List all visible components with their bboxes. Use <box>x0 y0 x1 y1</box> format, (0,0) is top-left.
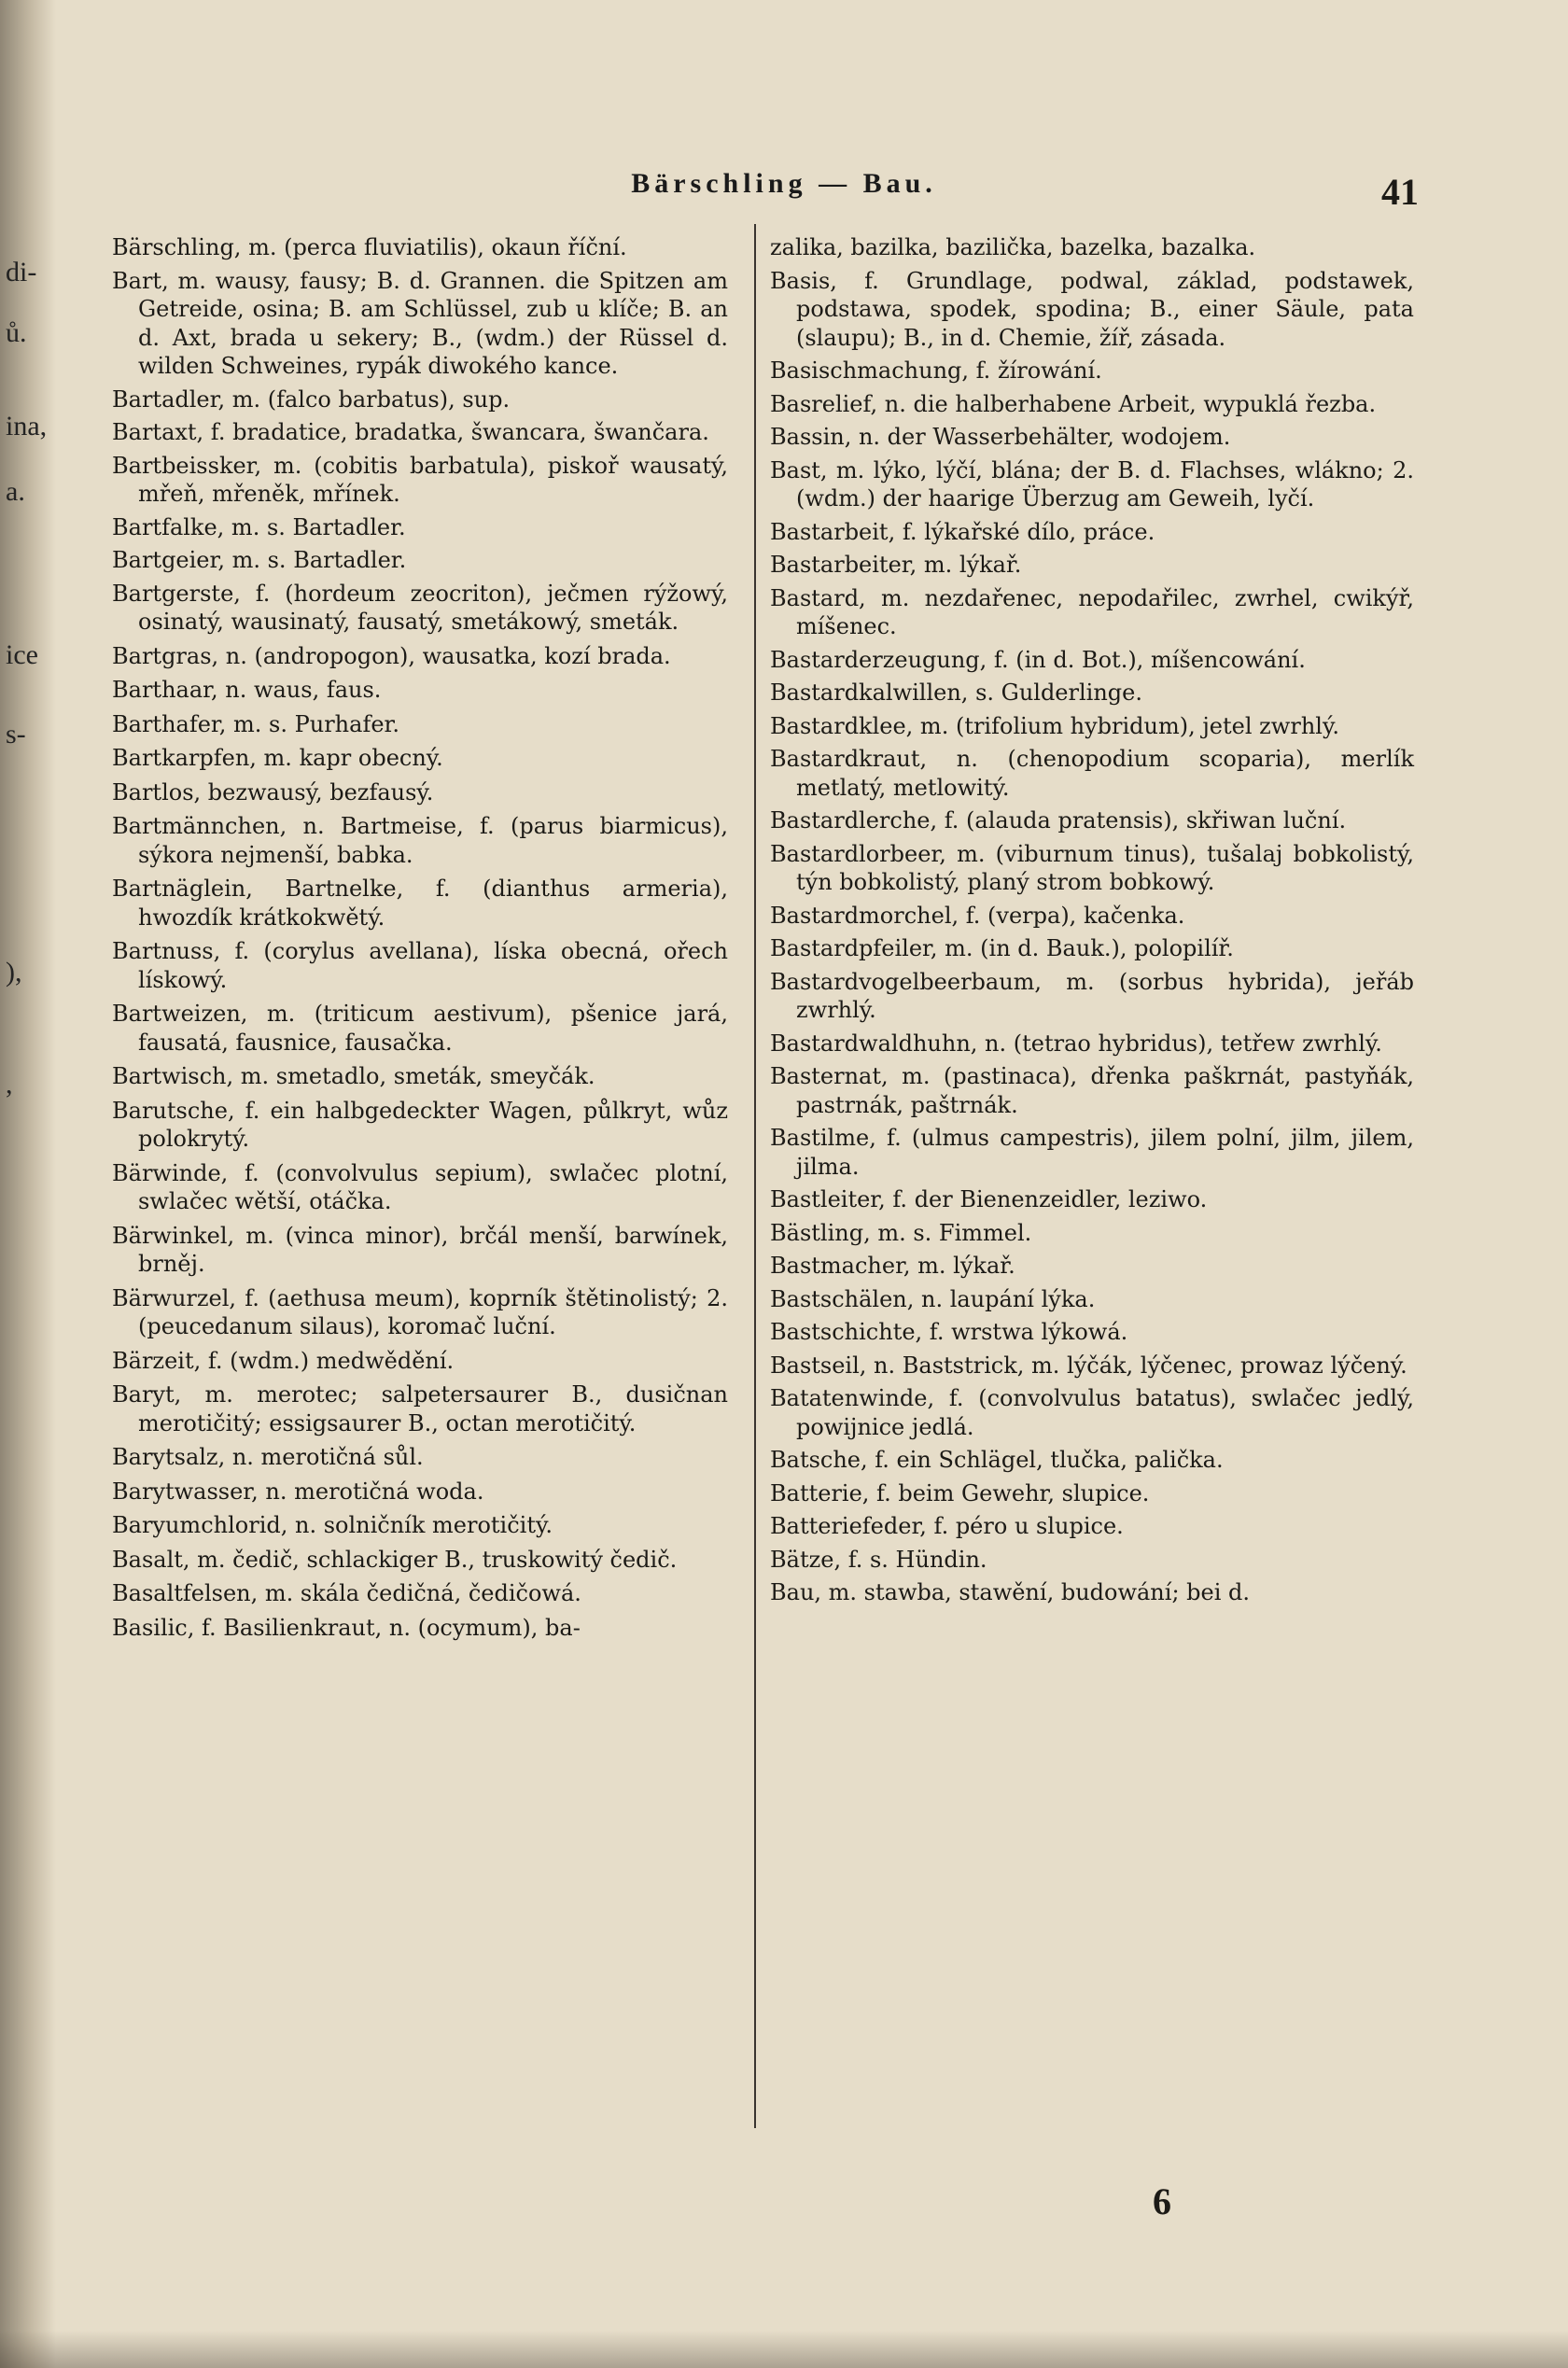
dictionary-entry: Bartgerste, f. (hordeum zeocriton), ječmen rýžowý, osinatý, wausinatý, fausatý, smetákowý, smeták. <box>112 580 728 635</box>
margin-fragment: , <box>6 1069 13 1100</box>
dictionary-entry: Bastschichte, f. wrstwa lýkowá. <box>770 1319 1128 1345</box>
dictionary-entry: Basaltfelsen, m. skála čedičná, čedičowá. <box>112 1580 581 1606</box>
dictionary-entry: Bast, m. lýko, lýčí, blána; der B. d. Flachses, wlákno; 2. (wdm.) der haarige Überzug am Geweih, lyčí. <box>770 456 1414 511</box>
dictionary-entry: Barthaar, n. waus, faus. <box>112 677 382 703</box>
page-gutter-shadow <box>0 0 56 2368</box>
dictionary-entry: Bastilme, f. (ulmus campestris), jilem polní, jilm, jilem, jilma. <box>770 1125 1414 1180</box>
dictionary-entry: Baryumchlorid, n. solničník merotičitý. <box>112 1512 553 1538</box>
dictionary-entry: Barutsche, f. ein halbgedeckter Wagen, půlkryt, wůz polokrytý. <box>112 1097 728 1152</box>
dictionary-entry: Bastardmorchel, f. (verpa), kačenka. <box>770 902 1185 929</box>
dictionary-entry: Bastarbeiter, m. lýkař. <box>770 552 1022 578</box>
margin-fragment: ů. <box>6 317 27 348</box>
dictionary-entry: Bartwisch, m. smetadlo, smeták, smeyčák. <box>112 1063 595 1089</box>
running-header: Bärschling — Bau. <box>631 168 937 199</box>
dictionary-entry: Basischmachung, f. žírowání. <box>770 357 1102 384</box>
margin-fragment: a. <box>6 476 25 507</box>
dictionary-entry: Bästling, m. s. Fimmel. <box>770 1219 1032 1246</box>
dictionary-entry: Bartbeissker, m. (cobitis barbatula), piskoř wausatý, mřeň, mřeněk, mřínek. <box>112 452 728 507</box>
column-rule <box>754 224 756 2128</box>
dictionary-entry: Bastarderzeugung, f. (in d. Bot.), míšencowání. <box>770 646 1306 673</box>
dictionary-entry: Bastmacher, m. lýkař. <box>770 1253 1015 1279</box>
dictionary-entry: Bastardlorbeer, m. (viburnum tinus), tušalaj bobkolistý, týn bobkolistý, planý strom bobkowý. <box>770 840 1414 895</box>
dictionary-entry: Bastardpfeiler, m. (in d. Bauk.), polopilíř. <box>770 935 1234 961</box>
dictionary-entry: Bärzeit, f. (wdm.) medwědění. <box>112 1347 455 1374</box>
margin-fragment: di- <box>6 257 37 287</box>
dictionary-entry: Barytsalz, n. merotičná sůl. <box>112 1444 424 1470</box>
dictionary-entry: Bart, m. wausy, fausy; B. d. Grannen. die Spitzen am Getreide, osina; B. am Schlüssel, zub u klíče; B. an d. Axt, brada u sekery; B., (wdm.) der Rüssel d. wilden Schweines, rypák diwokého kance. <box>112 267 728 379</box>
dictionary-entry: Bartgras, n. (andropogon), wausatka, kozí brada. <box>112 642 671 669</box>
dictionary-entry: Bastardkraut, n. (chenopodium scoparia), merlík metlatý, metlowitý. <box>770 746 1414 801</box>
dictionary-entry: Bastardlerche, f. (alauda pratensis), skřiwan luční. <box>770 807 1347 834</box>
dictionary-entry: Bastseil, n. Baststrick, m. lýčák, lýčenec, prowaz lýčený. <box>770 1352 1407 1379</box>
dictionary-entry: zalika, bazilka, bazilička, bazelka, bazalka. <box>770 234 1256 260</box>
dictionary-entry: Bärwinde, f. (convolvulus sepium), swlačec plotní, swlačec wětší, otáčka. <box>112 1159 728 1214</box>
dictionary-entry: Bartlos, bezwausý, bezfausý. <box>112 778 434 806</box>
margin-fragment: ice <box>6 639 38 670</box>
dictionary-entry: Bastarbeit, f. lýkařské dílo, práce. <box>770 518 1155 545</box>
dictionary-entry: Bassin, n. der Wasserbehälter, wodojem. <box>770 424 1231 450</box>
dictionary-entry: Basis, f. Grundlage, podwal, základ, podstawek, podstawa, spodek, spodina; B., einer Säule, pata (slaupu); B., in d. Chemie, žíř, zásada. <box>770 267 1414 351</box>
margin-fragment: s- <box>6 719 26 750</box>
dictionary-entry: Batsche, f. ein Schlägel, tlučka, palička. <box>770 1447 1224 1473</box>
dictionary-entry: Barytwasser, n. merotičná woda. <box>112 1478 484 1505</box>
dictionary-entry: Basrelief, n. die halberhabene Arbeit, wypuklá řezba. <box>770 390 1377 417</box>
dictionary-entry: Basilic, f. Basilienkraut, n. (ocymum), ba- <box>112 1614 581 1641</box>
dictionary-entry: Bärwinkel, m. (vinca minor), brčál menší, barwínek, brněj. <box>112 1222 728 1277</box>
dictionary-entry: Barthafer, m. s. Purhafer. <box>112 710 399 737</box>
dictionary-entry: Bartweizen, m. (triticum aestivum), pšenice jará, fausatá, fausnice, fausačka. <box>112 1001 728 1056</box>
dictionary-entry: Bartadler, m. (falco barbatus), sup. <box>112 385 511 413</box>
dictionary-entry: Bartkarpfen, m. kapr obecný. <box>112 745 443 771</box>
left-column <box>112 233 728 1647</box>
dictionary-entry: Batterie, f. beim Gewehr, slupice. <box>770 1479 1150 1506</box>
dictionary-entry: Batteriefeder, f. péro u slupice. <box>770 1513 1124 1539</box>
page-bottom-shadow <box>0 2331 1568 2368</box>
dictionary-entry: Bastardklee, m. (trifolium hybridum), jetel zwrhlý. <box>770 712 1339 739</box>
dictionary-entry: Bartgeier, m. s. Bartadler. <box>112 547 407 573</box>
dictionary-entry: Bastard, m. nezdařenec, nepodařilec, zwrhel, cwikýř, míšenec. <box>770 584 1414 639</box>
dictionary-entry: Basalt, m. čedič, schlackiger B., truskowitý čedič. <box>112 1546 678 1573</box>
dictionary-entry: Bärschling, m. (perca fluviatilis), okaun říční. <box>112 234 627 260</box>
dictionary-entry: Batatenwinde, f. (convolvulus batatus), swlačec jedlý, powijnice jedlá. <box>770 1385 1414 1440</box>
dictionary-entry: Bastardvogelbeerbaum, m. (sorbus hybrida), jeřáb zwrhlý. <box>770 968 1414 1023</box>
dictionary-entry: Bartnäglein, Bartnelke, f. (dianthus armeria), hwozdík krátkokwětý. <box>112 876 728 931</box>
dictionary-entry: Bartnuss, f. (corylus avellana), líska obecná, ořech lískowý. <box>112 938 728 993</box>
dictionary-entry: Bartaxt, f. bradatice, bradatka, šwancara, šwančara. <box>112 419 709 445</box>
right-column <box>770 233 1414 1612</box>
margin-fragment: ), <box>6 957 22 988</box>
margin-fragment: ina, <box>6 411 48 441</box>
dictionary-entry: Bastardwaldhuhn, n. (tetrao hybridus), tetřew zwrhlý. <box>770 1030 1382 1057</box>
dictionary-entry: Bastschälen, n. laupání lýka. <box>770 1285 1096 1312</box>
dictionary-entry: Bartmännchen, n. Bartmeise, f. (parus biarmicus), sýkora nejmenší, babka. <box>112 813 728 868</box>
dictionary-entry: Bätze, f. s. Hündin. <box>770 1546 987 1573</box>
dictionary-entry: Bastardkalwillen, s. Gulderlinge. <box>770 680 1142 706</box>
dictionary-entry: Baryt, m. merotec; salpetersaurer B., dusičnan merotičitý; essigsaurer B., octan merotičitý. <box>112 1381 728 1436</box>
page-number: 41 <box>1381 171 1419 213</box>
signature-mark: 6 <box>1153 2180 1171 2222</box>
dictionary-entry: Bau, m. stawba, stawění, budowání; bei d. <box>770 1579 1251 1605</box>
dictionary-entry: Bartfalke, m. s. Bartadler. <box>112 513 406 540</box>
dictionary-entry: Bärwurzel, f. (aethusa meum), koprník štětinolistý; 2. (peucedanum silaus), koromač luční. <box>112 1284 728 1339</box>
dictionary-entry: Basternat, m. (pastinaca), dřenka paškrnát, pastyňák, pastrnák, paštrnák. <box>770 1063 1414 1118</box>
dictionary-entry: Bastleiter, f. der Bienenzeidler, leziwo. <box>770 1186 1208 1212</box>
